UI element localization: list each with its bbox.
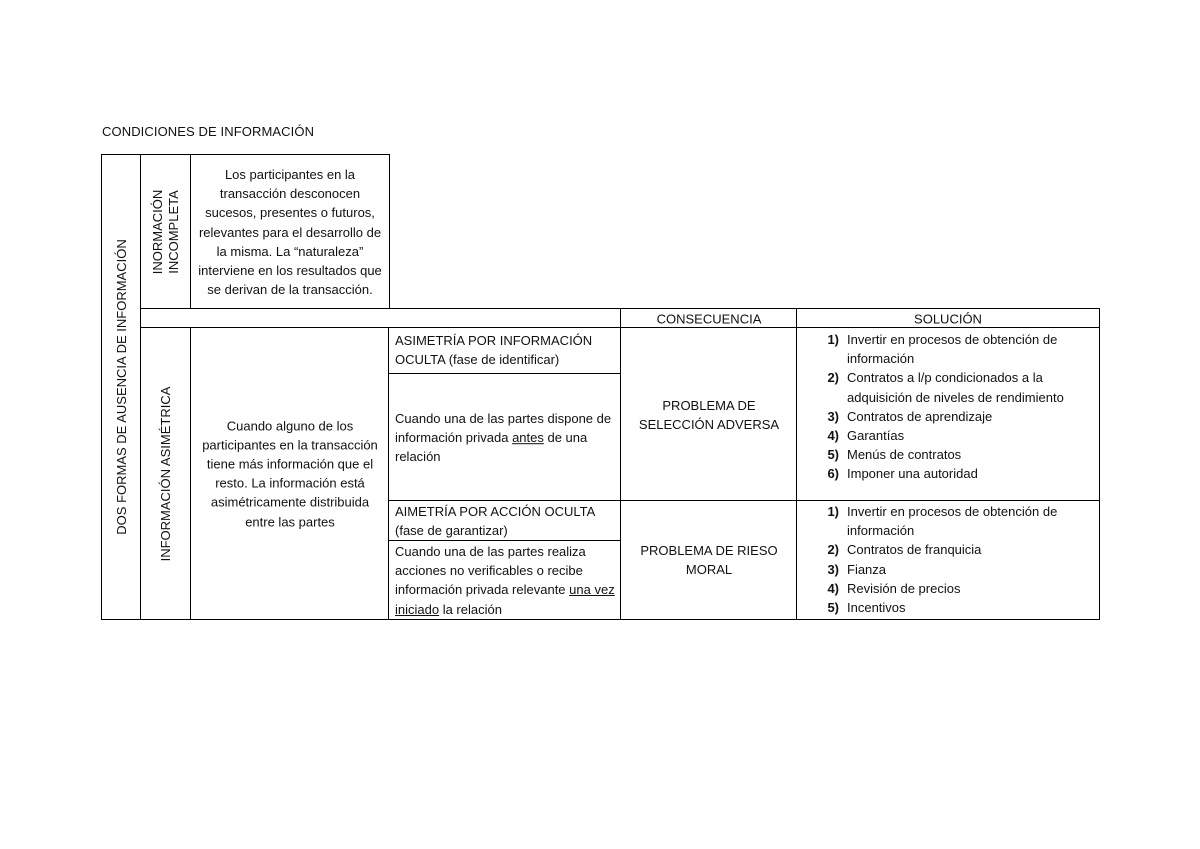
- header-row-empty: [140, 308, 622, 329]
- oculta-desc-post: de una relación: [395, 429, 588, 465]
- accion-title: AIMETRÍA POR ACCIÓN OCULTA (fase de garantizar): [395, 504, 595, 539]
- solucion-text: Revisión de precios: [847, 580, 961, 596]
- outer-label-cell: [101, 154, 142, 620]
- oculta-solucion-list: [797, 328, 1099, 484]
- solucion-number: 3): [827, 408, 839, 424]
- asimetrica-label-cell: [140, 327, 192, 620]
- oculta-title: ASIMETRÍA POR INFORMACIÓN OCULTA (fase de identificar): [395, 333, 593, 368]
- solucion-item: [797, 502, 1093, 540]
- accion-desc-underline: una vez iniciado: [395, 582, 615, 617]
- solucion-text: Fianza: [847, 561, 887, 577]
- oculta-description-cell: [388, 373, 622, 502]
- oculta-description: [395, 409, 615, 467]
- solucion-text: Invertir en procesos de obtención de información: [847, 332, 1058, 367]
- solucion-number: 1): [827, 332, 839, 347]
- solucion-number: 4): [827, 428, 839, 444]
- header-consecuencia-label: CONSECUENCIA: [656, 311, 762, 326]
- header-solucion-label: SOLUCIÓN: [914, 311, 982, 326]
- header-solucion: [796, 308, 1100, 329]
- accion-description: [389, 541, 621, 622]
- solucion-item: [797, 445, 1093, 464]
- incompleta-label-line1: INORMACIÓN: [150, 189, 165, 275]
- incompleta-label-line2: INCOMPLETA: [166, 190, 181, 274]
- solucion-item: [797, 407, 1093, 426]
- oculta-consecuencia: PROBLEMA DE SELECCIÓN ADVERSA: [638, 397, 780, 432]
- solucion-text: Contratos a l/p condicionados a la adquisición de niveles de rendimiento: [847, 370, 1064, 405]
- solucion-number: 6): [827, 466, 839, 482]
- solucion-item: [797, 560, 1093, 579]
- oculta-solucion-cell: [796, 327, 1100, 502]
- solucion-number: 4): [827, 580, 839, 596]
- incompleta-label-cell: [140, 154, 192, 310]
- solucion-item: [797, 598, 1093, 617]
- solucion-text: Incentivos: [847, 600, 906, 616]
- accion-consecuencia: PROBLEMA DE RIESO MORAL: [640, 542, 778, 577]
- accion-solucion-cell: [796, 500, 1100, 620]
- solucion-number: 2): [827, 370, 839, 386]
- solucion-text: Menús de contratos: [847, 447, 962, 463]
- asimetrica-description: Cuando alguno de los participantes en la transacción tiene más información que el resto. La información está asimétricamente distribuida entre las partes: [202, 417, 378, 529]
- accion-desc-post: la relación: [439, 601, 502, 617]
- oculta-desc-pre: Cuando una de las partes dispone de información privada: [395, 410, 612, 445]
- accion-consecuencia-cell: [620, 500, 798, 620]
- solucion-number: 2): [827, 542, 839, 558]
- outer-label: DOS FORMAS DE AUSENCIA DE INFORMACIÓN: [113, 239, 129, 535]
- incompleta-description: Los participantes en la transacción desconocen sucesos, presentes o futuros, relevantes para el desarrollo de la misma. La “naturaleza” interviene en los resultados que se derivan de la transacción.: [198, 166, 382, 298]
- header-consecuencia: [620, 308, 798, 329]
- oculta-consecuencia-cell: [620, 327, 798, 502]
- solucion-item: [797, 426, 1093, 445]
- solucion-item: [797, 330, 1093, 368]
- solucion-number: 3): [827, 561, 839, 577]
- incompleta-label: [150, 190, 182, 275]
- solucion-text: Contratos de franquicia: [847, 542, 982, 558]
- solucion-text: Invertir en procesos de obtención de información: [847, 504, 1058, 539]
- solucion-item: [797, 368, 1093, 406]
- asimetrica-label: INFORMACIÓN ASIMÉTRICA: [158, 386, 173, 561]
- solucion-number: 1): [827, 504, 839, 519]
- solucion-text: Imponer una autoridad: [847, 466, 978, 482]
- solucion-item: [797, 540, 1093, 559]
- accion-solucion-list: [797, 501, 1099, 617]
- solucion-item: [797, 579, 1093, 598]
- oculta-title-cell: [388, 327, 622, 375]
- accion-desc-pre: Cuando una de las partes realiza acciones no verificables o recibe información privada relevante: [395, 544, 586, 598]
- page-title: CONDICIONES DE INFORMACIÓN: [102, 124, 315, 139]
- incompleta-description-cell: [190, 154, 390, 310]
- oculta-desc-underline: antes: [512, 429, 544, 445]
- accion-title-cell: [388, 500, 622, 542]
- solucion-text: Contratos de aprendizaje: [847, 408, 993, 424]
- solucion-text: Garantías: [847, 428, 905, 444]
- solucion-number: 5): [827, 600, 839, 616]
- asimetrica-description-cell: [190, 327, 390, 620]
- solucion-item: [797, 464, 1093, 483]
- accion-description-cell: [388, 540, 622, 620]
- solucion-number: 5): [827, 447, 839, 463]
